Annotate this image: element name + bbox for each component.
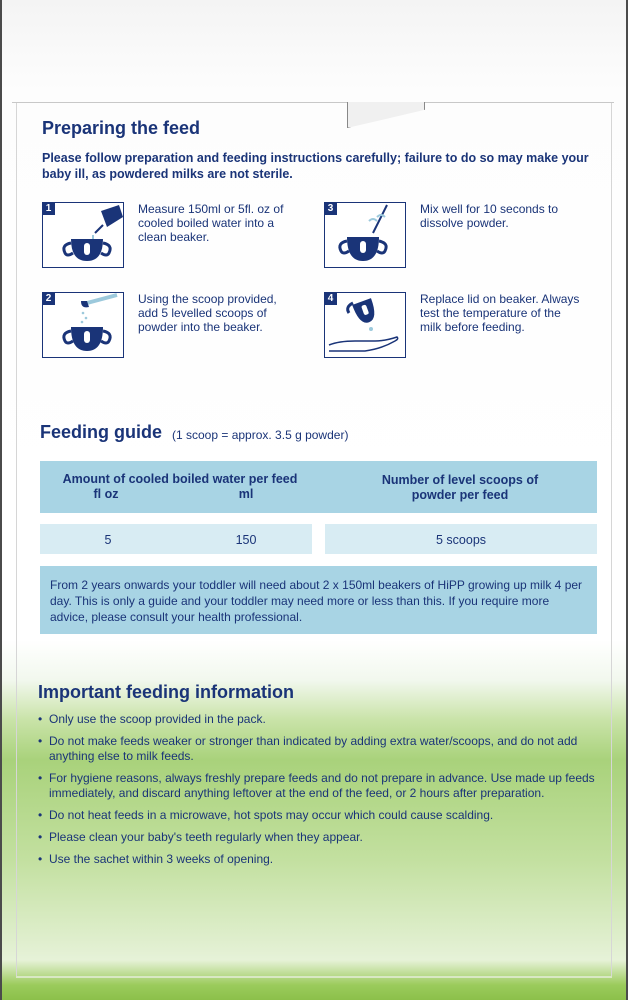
flap-tab: [347, 102, 425, 128]
header-water-amount: Amount of cooled boiled water per feed: [62, 472, 298, 486]
cell-ml: 150: [235, 533, 257, 547]
step-4-text: Replace lid on beaker. Always test the temperature of the milk before feeding.: [420, 292, 580, 334]
list-item: • Use the sachet within 3 weeks of opening.: [38, 852, 603, 867]
header-scoops: Number of level scoops of powder per feed: [381, 473, 539, 502]
preparing-intro: Please follow preparation and feeding instructions carefully; failure to do so may make your baby ill, as powdered milks are not sterile.: [42, 151, 589, 181]
feeding-guide-note: From 2 years onwards your toddler will need about 2 x 150ml beakers of HiPP growing up milk 4 per day. This is only a guide and your toddler may need more or less than this. If you require more advice, please consult your health professional.: [40, 566, 597, 634]
panel-edge-bottom: [16, 976, 612, 978]
header-fl-oz: fl oz: [93, 487, 119, 501]
list-item: • Please clean your baby's teeth regularly when they appear.: [38, 830, 603, 845]
step-number-2: 2: [42, 292, 55, 305]
test-temperature-wrist-icon: [324, 292, 406, 358]
scoop-weight-note: (1 scoop = approx. 3.5 g powder): [172, 428, 349, 442]
step-number-4: 4: [324, 292, 337, 305]
important-info-title: Important feeding information: [38, 682, 294, 702]
important-info-list: [38, 712, 603, 874]
step-number-1: 1: [42, 202, 55, 215]
preparing-title: Preparing the feed: [42, 118, 201, 138]
list-item: • Only use the scoop provided in the pack.: [38, 712, 603, 727]
list-item: • Do not make feeds weaker or stronger than indicated by adding extra water/scoops, and do not add anything else to milk feeds.: [38, 734, 603, 764]
header-ml: ml: [238, 487, 254, 501]
flap-fold-line: [12, 102, 614, 103]
cell-scoops: 5 scoops: [435, 533, 487, 547]
panel-edge-right: [611, 103, 612, 978]
list-item: • For hygiene reasons, always freshly prepare feeds and do not prepare in advance. Use made up feeds immediately, and discard anything leftover at the end of the feed, or 2 hours after preparation.: [38, 771, 603, 801]
stir-spoon-icon: [324, 202, 406, 268]
step-2-text: Using the scoop provided, add 5 levelled scoops of powder into the beaker.: [138, 292, 277, 334]
cell-fl-oz: 5: [104, 533, 112, 547]
panel-edge-left: [16, 103, 17, 978]
water-bottle-pour-icon: [42, 202, 124, 268]
step-3-text: Mix well for 10 seconds to dissolve powder.: [420, 202, 559, 230]
feeding-guide-title: Feeding guide: [40, 422, 163, 442]
list-item: • Do not heat feeds in a microwave, hot spots may occur which could cause scalding.: [38, 808, 603, 823]
scoop-powder-icon: [42, 292, 124, 358]
step-number-3: 3: [324, 202, 337, 215]
step-1-text: Measure 150ml or 5fl. oz of cooled boiled water into a clean beaker.: [138, 202, 284, 244]
